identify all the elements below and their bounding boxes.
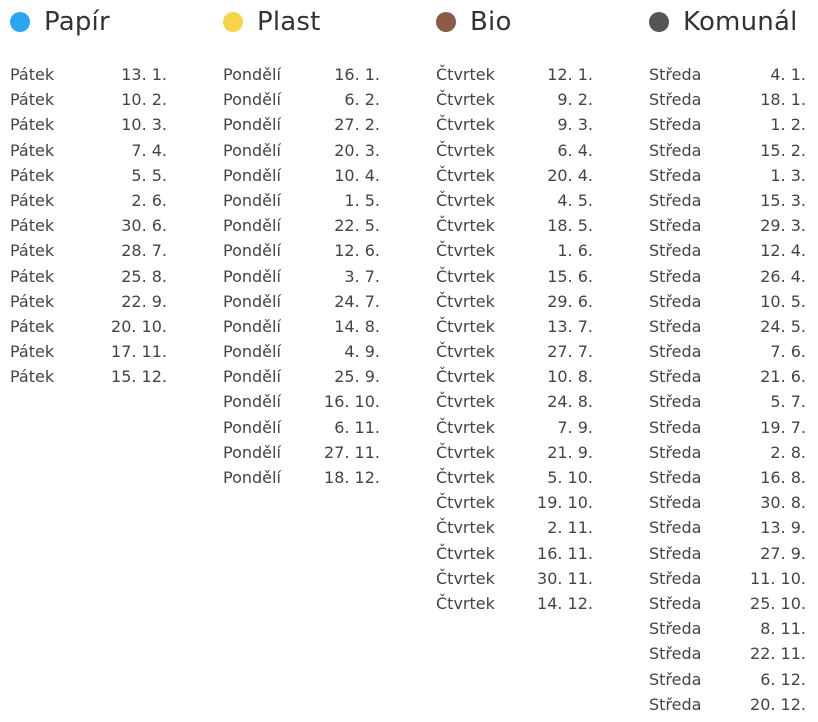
schedule-row	[649, 163, 806, 188]
weekday: Čtvrtek	[436, 518, 495, 538]
schedule-row	[223, 364, 380, 389]
weekday: Pátek	[10, 140, 55, 160]
pickup-date: 2. 11.	[547, 518, 593, 538]
column-title-paper: Papír	[44, 7, 110, 37]
weekday: Středa	[649, 644, 702, 664]
schedule-row	[436, 541, 593, 566]
schedule-row	[649, 289, 806, 314]
schedule-row	[649, 591, 806, 616]
pickup-date: 22. 11.	[750, 644, 806, 664]
schedule-row	[436, 213, 593, 238]
gray-dot-icon	[649, 12, 669, 32]
pickup-date: 10. 4.	[334, 165, 380, 185]
schedule-row	[649, 213, 806, 238]
schedule-row	[649, 440, 806, 465]
weekday: Pondělí	[223, 165, 281, 185]
pickup-date: 15. 12.	[111, 367, 167, 387]
weekday: Čtvrtek	[436, 241, 495, 261]
column-title-plastic: Plast	[257, 7, 321, 37]
pickup-date: 28. 7.	[121, 241, 167, 261]
pickup-date: 14. 8.	[334, 316, 380, 336]
pickup-date: 27. 11.	[324, 442, 380, 462]
weekday: Pátek	[10, 241, 55, 261]
schedule-row	[223, 163, 380, 188]
schedule-row	[223, 213, 380, 238]
pickup-date: 24. 8.	[547, 392, 593, 412]
weekday: Středa	[649, 543, 702, 563]
pickup-date: 4. 5.	[557, 190, 593, 210]
pickup-date: 1. 6.	[557, 241, 593, 261]
pickup-date: 30. 11.	[537, 568, 593, 588]
weekday: Čtvrtek	[436, 165, 495, 185]
pickup-date: 20. 12.	[750, 694, 806, 714]
schedule-row	[436, 112, 593, 137]
pickup-date: 13. 1.	[121, 65, 167, 84]
pickup-date: 24. 5.	[760, 316, 806, 336]
weekday: Středa	[649, 593, 702, 613]
schedule-row	[223, 62, 380, 87]
weekday: Středa	[649, 442, 702, 462]
weekday: Pátek	[10, 291, 55, 311]
weekday: Čtvrtek	[436, 115, 495, 135]
schedule-row	[10, 163, 167, 188]
weekday: Čtvrtek	[436, 190, 495, 210]
schedule-row	[223, 138, 380, 163]
pickup-date: 25. 8.	[121, 266, 167, 286]
pickup-date: 4. 9.	[344, 342, 380, 362]
schedule-row	[223, 415, 380, 440]
schedule-row	[10, 314, 167, 339]
schedule-row	[436, 566, 593, 591]
schedule-row	[649, 264, 806, 289]
column-header-komunal	[649, 2, 818, 42]
weekday: Pondělí	[223, 65, 281, 84]
schedule-row	[436, 415, 593, 440]
weekday: Středa	[649, 392, 702, 412]
pickup-date: 29. 3.	[760, 216, 806, 236]
weekday: Středa	[649, 266, 702, 286]
pickup-date: 19. 7.	[760, 417, 806, 437]
pickup-date: 29. 6.	[547, 291, 593, 311]
weekday: Středa	[649, 140, 702, 160]
weekday: Pondělí	[223, 442, 281, 462]
schedule-row	[649, 188, 806, 213]
weekday: Čtvrtek	[436, 90, 495, 110]
schedule-row	[223, 112, 380, 137]
schedule-row	[436, 163, 593, 188]
weekday: Pondělí	[223, 266, 281, 286]
weekday: Středa	[649, 619, 702, 639]
weekday: Středa	[649, 367, 702, 387]
pickup-date: 4. 1.	[770, 65, 806, 84]
pickup-date: 6. 12.	[760, 669, 806, 689]
schedule-row	[223, 87, 380, 112]
schedule-row	[649, 465, 806, 490]
schedule-row	[649, 566, 806, 591]
pickup-date: 22. 9.	[121, 291, 167, 311]
weekday: Pondělí	[223, 115, 281, 135]
pickup-date: 14. 12.	[537, 593, 593, 613]
weekday: Středa	[649, 669, 702, 689]
pickup-date: 3. 7.	[344, 266, 380, 286]
weekday: Středa	[649, 291, 702, 311]
pickup-date: 19. 10.	[537, 493, 593, 513]
weekday: Čtvrtek	[436, 417, 495, 437]
schedule-row	[649, 490, 806, 515]
weekday: Čtvrtek	[436, 367, 495, 387]
weekday: Čtvrtek	[436, 568, 495, 588]
pickup-date: 5. 5.	[131, 165, 167, 185]
pickup-date: 10. 3.	[121, 115, 167, 135]
schedule-list-komunal	[649, 62, 818, 717]
pickup-date: 20. 3.	[334, 140, 380, 160]
weekday: Středa	[649, 165, 702, 185]
schedule-row	[649, 138, 806, 163]
column-header-plastic	[223, 2, 423, 42]
schedule-row	[436, 138, 593, 163]
weekday: Čtvrtek	[436, 342, 495, 362]
schedule-row	[649, 364, 806, 389]
pickup-date: 15. 2.	[760, 140, 806, 160]
schedule-list-bio	[436, 62, 636, 616]
schedule-row	[649, 112, 806, 137]
schedule-row	[223, 465, 380, 490]
pickup-date: 2. 6.	[131, 190, 167, 210]
schedule-list-paper	[10, 62, 210, 389]
pickup-date: 18. 12.	[324, 468, 380, 487]
weekday: Středa	[649, 417, 702, 437]
schedule-row	[436, 389, 593, 414]
pickup-date: 27. 7.	[547, 342, 593, 362]
weekday: Čtvrtek	[436, 392, 495, 412]
blue-dot-icon	[10, 12, 30, 32]
weekday: Středa	[649, 493, 702, 513]
schedule-row	[436, 515, 593, 540]
pickup-date: 10. 2.	[121, 90, 167, 110]
column-title-komunal: Komunál	[683, 7, 798, 37]
yellow-dot-icon	[223, 12, 243, 32]
schedule-row	[436, 339, 593, 364]
schedule-row	[10, 188, 167, 213]
schedule-row	[436, 364, 593, 389]
pickup-date: 13. 9.	[760, 518, 806, 538]
weekday: Středa	[649, 316, 702, 336]
pickup-date: 10. 5.	[760, 291, 806, 311]
schedule-row	[436, 87, 593, 112]
weekday: Pondělí	[223, 190, 281, 210]
schedule-row	[223, 238, 380, 263]
weekday: Středa	[649, 518, 702, 538]
schedule-row	[10, 264, 167, 289]
schedule-row	[10, 238, 167, 263]
weekday: Čtvrtek	[436, 291, 495, 311]
schedule-row	[436, 465, 593, 490]
column-plastic	[223, 0, 423, 490]
schedule-row	[223, 339, 380, 364]
schedule-row	[649, 541, 806, 566]
pickup-date: 1. 3.	[770, 165, 806, 185]
weekday: Pátek	[10, 367, 55, 387]
weekday: Pondělí	[223, 241, 281, 261]
weekday: Pátek	[10, 90, 55, 110]
pickup-date: 9. 3.	[557, 115, 593, 135]
weekday: Čtvrtek	[436, 543, 495, 563]
pickup-date: 18. 1.	[760, 90, 806, 110]
schedule-row	[436, 62, 593, 87]
pickup-date: 16. 8.	[760, 468, 806, 487]
pickup-date: 12. 4.	[760, 241, 806, 261]
pickup-date: 16. 11.	[537, 543, 593, 563]
weekday: Středa	[649, 90, 702, 110]
weekday: Středa	[649, 694, 702, 714]
schedule-row	[649, 87, 806, 112]
pickup-date: 5. 10.	[547, 468, 593, 487]
pickup-date: 20. 10.	[111, 316, 167, 336]
pickup-date: 25. 9.	[334, 367, 380, 387]
schedule-row	[649, 515, 806, 540]
weekday: Středa	[649, 241, 702, 261]
weekday: Pátek	[10, 165, 55, 185]
schedule-row	[649, 314, 806, 339]
weekday: Pondělí	[223, 367, 281, 387]
schedule-row	[10, 138, 167, 163]
column-title-bio: Bio	[470, 7, 512, 37]
pickup-date: 26. 4.	[760, 266, 806, 286]
schedule-row	[649, 616, 806, 641]
schedule-row	[649, 389, 806, 414]
pickup-date: 10. 8.	[547, 367, 593, 387]
pickup-date: 12. 1.	[547, 65, 593, 84]
schedule-row	[10, 289, 167, 314]
schedule-row	[649, 641, 806, 666]
schedule-row	[223, 389, 380, 414]
schedule-row	[223, 314, 380, 339]
weekday: Pátek	[10, 216, 55, 236]
schedule-row	[10, 339, 167, 364]
schedule-row	[436, 289, 593, 314]
weekday: Pondělí	[223, 90, 281, 110]
weekday: Pondělí	[223, 468, 281, 487]
pickup-date: 15. 6.	[547, 266, 593, 286]
pickup-date: 24. 7.	[334, 291, 380, 311]
weekday: Pátek	[10, 316, 55, 336]
pickup-date: 9. 2.	[557, 90, 593, 110]
pickup-date: 6. 2.	[344, 90, 380, 110]
pickup-date: 7. 4.	[131, 140, 167, 160]
column-header-bio	[436, 2, 636, 42]
weekday: Pátek	[10, 190, 55, 210]
schedule-row	[436, 188, 593, 213]
weekday: Čtvrtek	[436, 216, 495, 236]
weekday: Pondělí	[223, 417, 281, 437]
column-bio	[436, 0, 636, 616]
schedule-row	[10, 62, 167, 87]
weekday: Pondělí	[223, 316, 281, 336]
schedule-row	[10, 364, 167, 389]
pickup-date: 7. 6.	[770, 342, 806, 362]
schedule-row	[436, 440, 593, 465]
pickup-date: 8. 11.	[760, 619, 806, 639]
schedule-row	[649, 667, 806, 692]
schedule-row	[223, 264, 380, 289]
weekday: Středa	[649, 342, 702, 362]
schedule-row	[10, 112, 167, 137]
weekday: Čtvrtek	[436, 140, 495, 160]
schedule-row	[649, 62, 806, 87]
schedule-row	[10, 87, 167, 112]
weekday: Pondělí	[223, 342, 281, 362]
schedule-list-plastic	[223, 62, 423, 490]
weekday: Středa	[649, 115, 702, 135]
weekday: Pondělí	[223, 392, 281, 412]
schedule-row	[436, 238, 593, 263]
schedule-row	[649, 692, 806, 717]
pickup-date: 12. 6.	[334, 241, 380, 261]
schedule-row	[10, 213, 167, 238]
weekday: Pondělí	[223, 291, 281, 311]
pickup-date: 11. 10.	[750, 568, 806, 588]
weekday: Pondělí	[223, 140, 281, 160]
column-paper	[10, 0, 210, 389]
pickup-date: 30. 8.	[760, 493, 806, 513]
weekday: Čtvrtek	[436, 442, 495, 462]
weekday: Čtvrtek	[436, 316, 495, 336]
weekday: Pondělí	[223, 216, 281, 236]
pickup-date: 30. 6.	[121, 216, 167, 236]
pickup-date: 17. 11.	[111, 342, 167, 362]
pickup-date: 13. 7.	[547, 316, 593, 336]
weekday: Pátek	[10, 342, 55, 362]
pickup-date: 27. 9.	[760, 543, 806, 563]
weekday: Pátek	[10, 65, 55, 84]
schedule-row	[223, 440, 380, 465]
weekday: Středa	[649, 216, 702, 236]
pickup-date: 5. 7.	[770, 392, 806, 412]
pickup-date: 25. 10.	[750, 593, 806, 613]
schedule-row	[223, 289, 380, 314]
weekday: Čtvrtek	[436, 593, 495, 613]
schedule-row	[436, 591, 593, 616]
pickup-date: 6. 4.	[557, 140, 593, 160]
schedule-row	[436, 314, 593, 339]
weekday: Středa	[649, 568, 702, 588]
pickup-date: 2. 8.	[770, 442, 806, 462]
schedule-row	[649, 415, 806, 440]
column-header-paper	[10, 2, 210, 42]
weekday: Středa	[649, 65, 702, 84]
weekday: Čtvrtek	[436, 65, 495, 84]
brown-dot-icon	[436, 12, 456, 32]
schedule-row	[436, 490, 593, 515]
weekday: Středa	[649, 190, 702, 210]
schedule-row	[649, 339, 806, 364]
pickup-date: 20. 4.	[547, 165, 593, 185]
weekday: Čtvrtek	[436, 468, 495, 487]
weekday: Pátek	[10, 266, 55, 286]
pickup-date: 7. 9.	[557, 417, 593, 437]
weekday: Pátek	[10, 115, 55, 135]
weekday: Čtvrtek	[436, 266, 495, 286]
pickup-date: 1. 5.	[344, 190, 380, 210]
weekday: Čtvrtek	[436, 493, 495, 513]
pickup-date: 16. 1.	[334, 65, 380, 84]
weekday: Středa	[649, 468, 702, 487]
pickup-date: 18. 5.	[547, 216, 593, 236]
pickup-date: 16. 10.	[324, 392, 380, 412]
pickup-date: 15. 3.	[760, 190, 806, 210]
pickup-date: 27. 2.	[334, 115, 380, 135]
schedule-row	[649, 238, 806, 263]
pickup-date: 22. 5.	[334, 216, 380, 236]
pickup-date: 1. 2.	[770, 115, 806, 135]
pickup-date: 21. 9.	[547, 442, 593, 462]
schedule-row	[436, 264, 593, 289]
pickup-date: 6. 11.	[334, 417, 380, 437]
pickup-date: 21. 6.	[760, 367, 806, 387]
column-komunal	[649, 0, 818, 717]
schedule-row	[223, 188, 380, 213]
